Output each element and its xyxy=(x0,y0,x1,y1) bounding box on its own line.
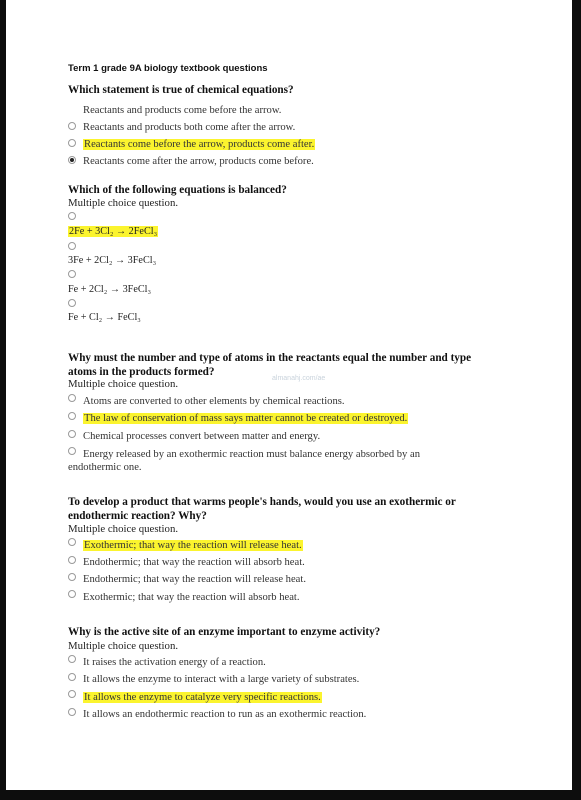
q2-option-3: Fe + 2Cl₂ → 3FeCl₃ xyxy=(68,284,152,295)
q4-radio-3[interactable] xyxy=(68,573,76,581)
q1-radio-2[interactable] xyxy=(68,122,76,130)
q3-option-1: Atoms are converted to other elements by chemical reactions. xyxy=(83,396,345,407)
question-5-subtitle: Multiple choice question. xyxy=(68,640,179,652)
document-page xyxy=(6,0,572,790)
q3-radio-3[interactable] xyxy=(68,430,76,438)
q2-radio-4[interactable] xyxy=(68,299,76,307)
question-2-title: Which of the following equations is balanced? xyxy=(68,184,287,196)
q2-option-4: Fe + Cl₂ → FeCl₃ xyxy=(68,312,141,323)
question-4-subtitle: Multiple choice question. xyxy=(68,523,179,535)
watermark-text: almanahj.com/ae xyxy=(272,375,326,382)
q1-option-4: Reactants come after the arrow, products come before. xyxy=(83,156,314,167)
q5-radio-1[interactable] xyxy=(68,655,76,663)
q4-option-3: Endothermic; that way the reaction will release heat. xyxy=(83,574,306,585)
q4-radio-1[interactable] xyxy=(68,538,76,546)
q3-radio-4[interactable] xyxy=(68,447,76,455)
question-1-title: Which statement is true of chemical equations? xyxy=(68,84,294,96)
q3-radio-2[interactable] xyxy=(68,412,76,420)
q2-radio-3[interactable] xyxy=(68,270,76,278)
q3-option-2: The law of conservation of mass says matter cannot be created or destroyed. xyxy=(84,413,408,424)
q2-option-2: 3Fe + 2Cl₂ → 3FeCl₃ xyxy=(68,255,157,266)
q5-option-4: It allows an endothermic reaction to run as an exothermic reaction. xyxy=(83,709,367,720)
q2-radio-1[interactable] xyxy=(68,212,76,220)
q1-radio-4-selected[interactable] xyxy=(68,156,76,164)
question-5-title: Why is the active site of an enzyme important to enzyme activity? xyxy=(68,626,381,638)
q4-radio-2[interactable] xyxy=(68,556,76,564)
q5-option-3: It allows the enzyme to catalyze very specific reactions. xyxy=(84,692,321,703)
q1-option-3: Reactants come before the arrow, products come after. xyxy=(84,139,315,150)
q2-radio-2[interactable] xyxy=(68,242,76,250)
q5-radio-3[interactable] xyxy=(68,690,76,698)
q4-option-2: Endothermic; that way the reaction will absorb heat. xyxy=(83,557,305,568)
q1-option-2: Reactants and products both come after the arrow. xyxy=(83,122,296,133)
q3-option-3: Chemical processes convert between matter and energy. xyxy=(83,431,321,442)
q2-option-1: 2Fe + 3Cl₂ → 2FeCl₃ xyxy=(69,226,158,237)
question-3-title: Why must the number and type of atoms in the reactants equal the number and type atoms in the products formed? xyxy=(68,352,472,378)
document-title: Term 1 grade 9A biology textbook questions xyxy=(68,63,268,74)
question-3-subtitle: Multiple choice question. xyxy=(68,378,179,390)
q4-radio-4[interactable] xyxy=(68,590,76,598)
q5-radio-4[interactable] xyxy=(68,708,76,716)
q5-option-2: It allows the enzyme to interact with a large variety of substrates. xyxy=(83,674,360,685)
q1-option-1: Reactants and products come before the arrow. xyxy=(83,105,282,116)
q4-option-1: Exothermic; that way the reaction will release heat. xyxy=(84,540,302,551)
question-4-title: To develop a product that warms people's hands, would you use an exothermic or endothermic reaction? Why? xyxy=(68,496,456,522)
q3-radio-1[interactable] xyxy=(68,394,76,402)
q3-option-4: Energy released by an exothermic reaction must balance energy absorbed by an xyxy=(83,449,421,460)
question-2-subtitle: Multiple choice question. xyxy=(68,197,179,209)
q5-option-1: It raises the activation energy of a reaction. xyxy=(83,657,266,668)
q3-option-4-continuation: endothermic one. xyxy=(68,462,142,473)
q1-radio-3[interactable] xyxy=(68,139,76,147)
q5-radio-2[interactable] xyxy=(68,673,76,681)
q4-option-4: Exothermic; that way the reaction will absorb heat. xyxy=(83,592,300,603)
